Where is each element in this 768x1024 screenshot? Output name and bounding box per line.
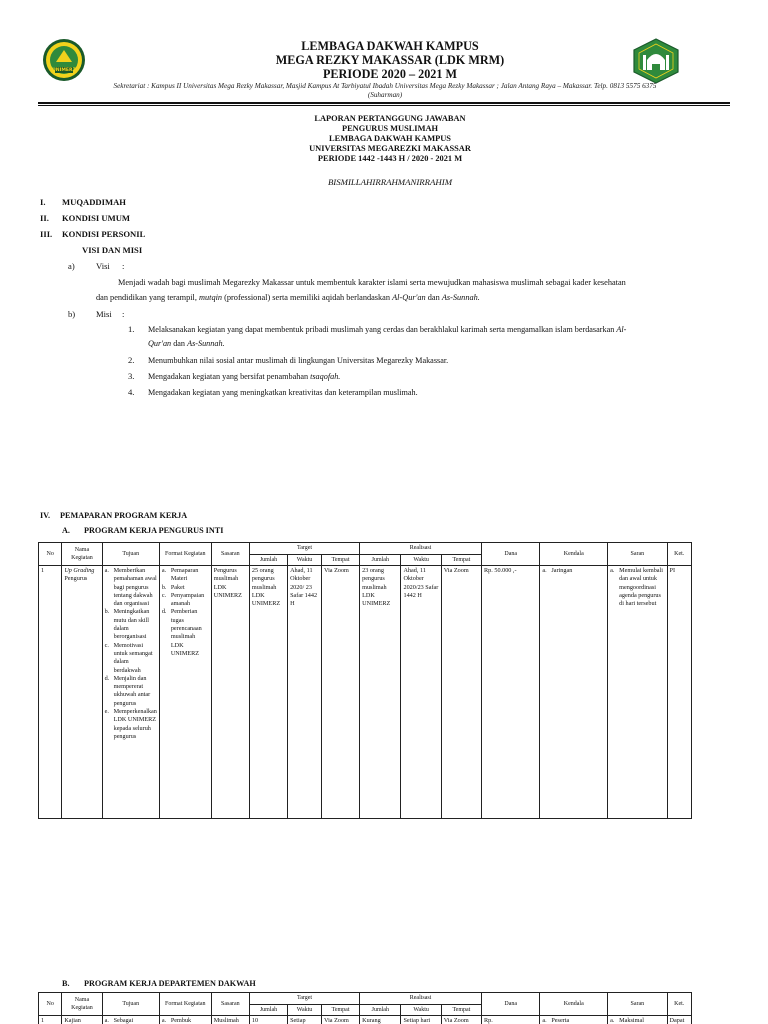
- unimerz-logo-icon: [42, 38, 86, 82]
- cell-realisasi-waktu: Setiap hari: [401, 1016, 441, 1024]
- misi-item-2-num: 2.: [128, 355, 135, 365]
- misi-item-2-text: Menumbuhkan nilai sosial antar muslimah di lingkungan Universitas Megarezky Makassar.: [148, 356, 449, 365]
- th-sasaran: Sasaran: [211, 543, 249, 566]
- cell-realisasi-tempat: Via Zoom: [441, 1016, 481, 1024]
- misi-item-4-text: Mengadakan kegiatan yang meningkatkan kreativitas dan keterampilan muslimah.: [148, 388, 418, 397]
- th-ket: Ket.: [667, 993, 691, 1016]
- section-4-title: PEMAPARAN PROGRAM KERJA: [60, 511, 188, 520]
- th-realisasi-waktu: Waktu: [401, 1005, 441, 1016]
- cell-saran: [608, 1016, 667, 1024]
- list-item: a. Memberikan pemahaman awal bagi pengurus tentang dakwah dan organisasi: [104, 567, 157, 608]
- cell-dana: Rp.: [482, 1016, 540, 1024]
- cell-tujuan: [102, 1016, 159, 1024]
- list-item: c. Memotivasi untuk semangat dalam berdakwah: [104, 641, 153, 674]
- header-line-2: MEGA REZKY MAKASSAR (LDK MRM): [275, 53, 505, 67]
- th-target-waktu: Waktu: [288, 555, 322, 566]
- misi-item-3-text: Mengadakan kegiatan yang bersifat penambahan: [148, 372, 311, 381]
- th-realisasi-tempat: Tempat: [441, 555, 481, 566]
- visi-label-num: a): [68, 261, 75, 271]
- th-format: Format Kegiatan: [159, 993, 211, 1016]
- list-item: a. Pembuk: [161, 1017, 192, 1024]
- th-kendala: Kendala: [540, 543, 608, 566]
- section-a-title: PROGRAM KERJA PENGURUS INTI: [84, 526, 224, 535]
- list-item: a. Memulai kembali dan awal untuk mengoordinasi agenda pengurus di hari tersebut: [610, 567, 663, 608]
- cell-target-jumlah: 10: [249, 1016, 287, 1024]
- ldk-logo-icon: [632, 38, 680, 84]
- th-tujuan: Tujuan: [102, 543, 159, 566]
- section-2-title: KONDISI UMUM: [62, 213, 131, 223]
- misi-item-3-text-i: tsaqofah.: [310, 372, 341, 381]
- th-realisasi-waktu: Waktu: [401, 555, 441, 566]
- cell-dana: Rp. 50.000 ,-: [482, 566, 540, 819]
- report-title-2: PENGURUS MUSLIMAH: [341, 124, 439, 133]
- cell-kendala: [540, 566, 608, 819]
- visi-text-2b: mutqin: [199, 293, 223, 302]
- th-ket: Ket.: [667, 543, 691, 566]
- list-item: b. Meningkatkan mutu dan skill dalam berorganisasi: [104, 608, 150, 641]
- cell-ket: PI: [667, 566, 691, 819]
- th-no: No: [39, 543, 62, 566]
- header-line-1: LEMBAGA DAKWAH KAMPUS: [301, 39, 479, 53]
- list-item: a. Maksimal: [610, 1017, 644, 1024]
- misi-label: Misi: [96, 309, 112, 319]
- list-item: c. Penyampaian amanah: [161, 591, 205, 608]
- report-title-1: LAPORAN PERTANGGUNG JAWABAN: [314, 114, 466, 123]
- cell-no: 1: [39, 1016, 62, 1024]
- cell-format: [159, 1016, 211, 1024]
- th-format: Format Kegiatan: [159, 543, 211, 566]
- basmalah: BISMILLAHIRRAHMANIRRAHIM: [327, 177, 453, 187]
- section-b-title: PROGRAM KERJA DEPARTEMEN DAKWAH: [84, 979, 256, 988]
- misi-item-3-line: [148, 368, 340, 385]
- th-kendala: Kendala: [540, 993, 608, 1016]
- th-saran: Saran: [608, 993, 667, 1016]
- th-target-tempat: Tempat: [321, 1005, 359, 1016]
- section-3-title: KONDISI PERSONIL: [62, 229, 146, 239]
- table-program-inti: [38, 542, 692, 819]
- th-target: Target: [249, 543, 359, 555]
- visi-colon: :: [122, 261, 125, 271]
- letterhead-rule-thin: [38, 105, 730, 106]
- visi-text-2e: dan: [425, 293, 442, 302]
- section-4-num: IV.: [40, 511, 51, 520]
- cell-target-tempat: Via Zoom: [321, 1016, 359, 1024]
- th-realisasi: Realisasi: [360, 543, 482, 555]
- report-title-4: UNIVERSITAS MEGAREZKI MAKASSAR: [309, 144, 471, 153]
- visi-text-2a: dan pendidikan yang terampil,: [96, 293, 199, 302]
- misi-item-1-text-2: dan: [171, 339, 188, 348]
- list-item: a. Peserta: [542, 1017, 570, 1024]
- letterhead-rule-thick: [38, 102, 730, 104]
- table-b-clip: [38, 992, 698, 1024]
- section-2-num: II.: [40, 213, 49, 223]
- list-item: a. Sebagai: [104, 1017, 134, 1024]
- cell-nama: Kajian: [62, 1016, 102, 1024]
- report-title-5: PERIODE 1442 -1443 H / 2020 - 2021 M: [317, 154, 463, 163]
- cell-target-tempat: Via Zoom: [321, 566, 359, 819]
- th-target: Target: [249, 993, 359, 1005]
- table-row: [39, 566, 692, 819]
- cell-kendala: [540, 1016, 608, 1024]
- report-title-3: LEMBAGA DAKWAH KAMPUS: [329, 134, 451, 143]
- visi-text-2c: (professional) serta memiliki aqidah berlandaskan: [222, 293, 393, 302]
- list-item: d. Pemberian tugas perencanaan muslimah LDK UNIMERZ: [161, 608, 202, 657]
- misi-label-num: b): [68, 309, 76, 319]
- table-row: [39, 1016, 692, 1024]
- visi-misi-heading: VISI DAN MISI: [82, 245, 143, 255]
- cell-target-waktu: Setiap: [288, 1016, 322, 1024]
- th-realisasi-jumlah: Jumlah: [360, 555, 401, 566]
- th-nama: Nama Kegiatan: [62, 993, 102, 1016]
- section-1-num: I.: [40, 197, 46, 207]
- cell-sasaran: Pengurus muslimah LDK UNIMERZ: [211, 566, 249, 819]
- section-a-num: A.: [62, 526, 70, 535]
- misi-item-1-text-i: Al-: [616, 325, 627, 334]
- misi-item-1-text-2i: Qur'an: [148, 339, 172, 348]
- cell-realisasi-jumlah: Kurang: [360, 1016, 401, 1024]
- misi-colon: :: [122, 309, 125, 319]
- cell-target-waktu: Ahad, 11 Oktober 2020/ 23 Safar 1442 H: [288, 566, 322, 819]
- header-line-3: PERIODE 2020 – 2021 M: [322, 67, 458, 81]
- cell-target-jumlah: 25 orang pengurus muslimah LDK UNIMERZ: [249, 566, 287, 819]
- section-3-num: III.: [40, 229, 53, 239]
- th-nama: Nama Kegiatan: [62, 543, 102, 566]
- misi-item-4-num: 4.: [128, 387, 135, 397]
- unimerz-logo-text: UNIMERZ: [52, 68, 76, 73]
- th-dana: Dana: [482, 543, 540, 566]
- th-sasaran: Sasaran: [211, 993, 249, 1016]
- visi-text-line-2: [96, 289, 480, 306]
- visi-text-2d: Al-Qur'an: [392, 293, 426, 302]
- th-realisasi-tempat: Tempat: [441, 1005, 481, 1016]
- cell-nama-text: Pengurus: [64, 575, 88, 583]
- misi-item-1-text: Melaksanakan kegiatan yang dapat membentuk pribadi muslimah yang cerdas dan berakhlakul karimah serta mengamalkan islam berdasarkan: [148, 325, 617, 334]
- th-tujuan: Tujuan: [102, 993, 159, 1016]
- list-item: d. Menjalin dan mempererat ukhuwah antar pengurus: [104, 674, 151, 707]
- visi-label: Visi: [96, 261, 110, 271]
- th-saran: Saran: [608, 543, 667, 566]
- section-b-num: B.: [62, 979, 70, 988]
- visi-text-line-1: Menjadi wadah bagi muslimah Megarezky Makassar untuk membentuk karakter islami serta mewujudkan mahasiswa muslimah sebagai kader kesehatan: [118, 278, 626, 287]
- cell-sasaran: Muslimah: [211, 1016, 249, 1024]
- th-target-jumlah: Jumlah: [249, 555, 287, 566]
- th-realisasi: Realisasi: [360, 993, 482, 1005]
- cell-no: 1: [39, 566, 62, 819]
- misi-item-1-num: 1.: [128, 324, 135, 334]
- cell-ket: Dapat: [667, 1016, 691, 1024]
- table-departemen-dakwah: [38, 992, 692, 1024]
- misi-item-1-text-2j: As-Sunnah.: [187, 339, 225, 348]
- cell-nama-italic: Up Grading: [64, 567, 95, 574]
- th-no: No: [39, 993, 62, 1016]
- cell-realisasi-jumlah: 23 orang pengurus muslimah LDK UNIMERZ: [360, 566, 401, 819]
- list-item: e. Memperkenalkan LDK UNIMERZ kepada seluruh pengurus: [104, 708, 157, 740]
- unimerz-logo: [42, 38, 86, 82]
- th-target-jumlah: Jumlah: [249, 1005, 287, 1016]
- misi-item-1-line-2: [148, 335, 225, 352]
- misi-item-3-num: 3.: [128, 371, 135, 381]
- cell-tujuan: [102, 566, 159, 819]
- th-dana: Dana: [482, 993, 540, 1016]
- ldk-logo: [632, 38, 680, 84]
- cell-saran: [608, 566, 667, 819]
- cell-format: [159, 566, 211, 819]
- visi-text-2f: As-Sunnah.: [441, 293, 480, 302]
- header-address: Sekretariat : Kampus II Universitas Mega Rezky Makassar, Masjid Kampus At Tarbiyatul Ibadah Universitas Mega Rezky Makassar ; Jalan Antang Raya – Makassar. Telp. 0813 5575 6375 (Suharman): [113, 82, 657, 99]
- cell-realisasi-tempat: Via Zoom: [441, 566, 481, 819]
- list-item: a. Jaringan: [542, 567, 573, 574]
- th-target-waktu: Waktu: [288, 1005, 322, 1016]
- cell-nama: [62, 566, 102, 819]
- list-item: a. Pemaparan Materi: [161, 567, 199, 583]
- section-1-title: MUQADDIMAH: [62, 197, 126, 207]
- th-realisasi-jumlah: Jumlah: [360, 1005, 401, 1016]
- th-target-tempat: Tempat: [321, 555, 359, 566]
- list-item: b. Paket: [161, 583, 185, 591]
- cell-realisasi-waktu: Ahad, 11 Oktober 2020/23 Safar 1442 H: [401, 566, 441, 819]
